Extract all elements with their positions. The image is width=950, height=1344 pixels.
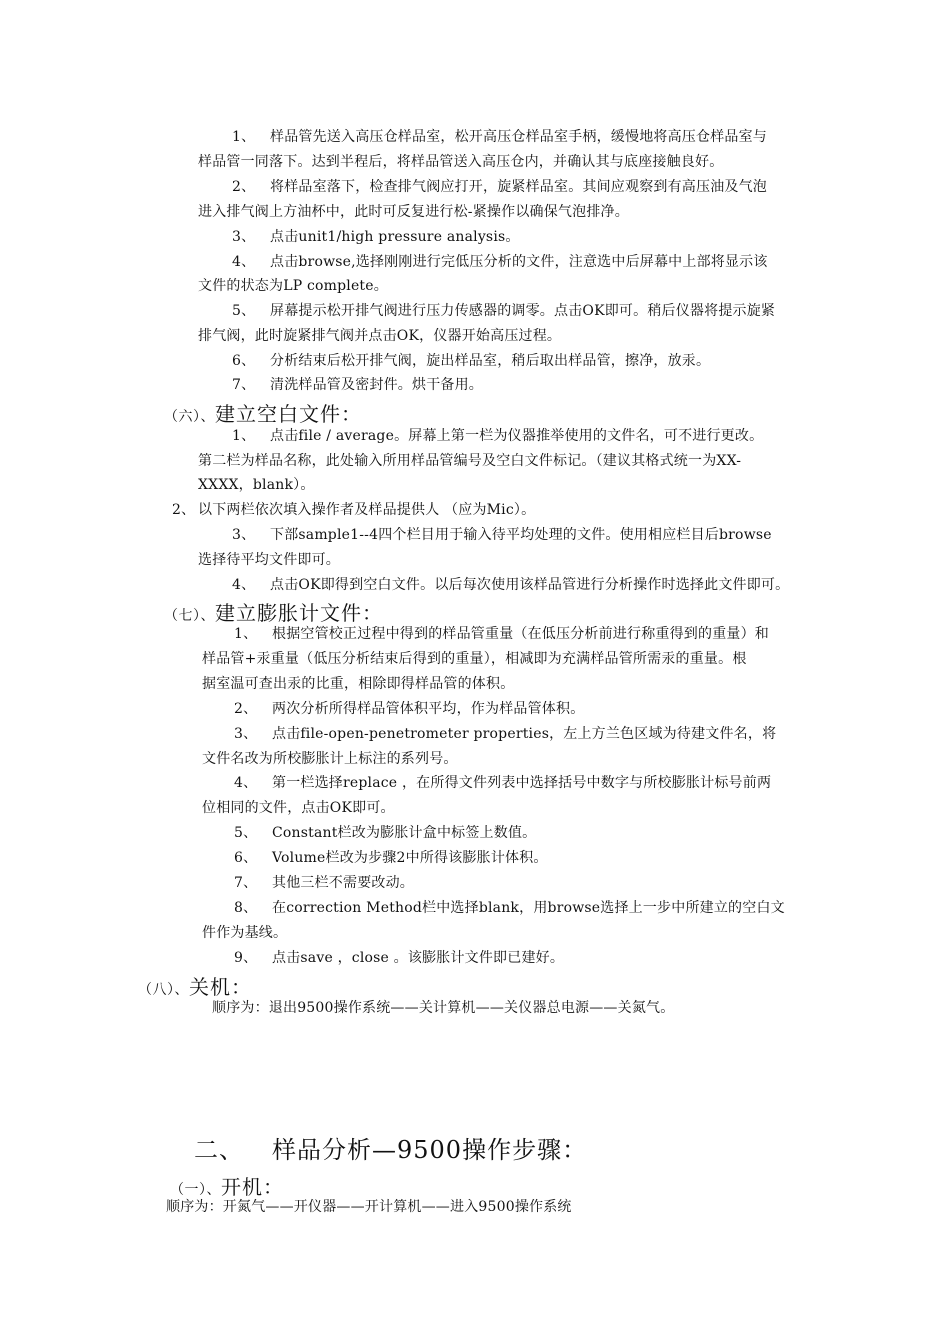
list-item: 1、 根据空管校正过程中得到的样品管重量（在低压分析前进行称重得到的重量）和	[234, 626, 769, 642]
list-item: 8、 在correction Method栏中选择blank，用browse选择上一步中所建立的空白文	[234, 900, 785, 916]
section-heading: （八）、关机：	[138, 975, 252, 999]
section-heading: （七）、建立膨胀计文件：	[164, 601, 383, 625]
list-item: 4、 点击browse,选择刚刚进行完低压分析的文件，注意选中后屏幕中上部将显示该	[232, 254, 768, 270]
list-item: 2、 两次分析所得样品管体积平均，作为样品管体积。	[234, 701, 585, 717]
list-item: 3、 下部sample1--4四个栏目用于输入待平均处理的文件。使用相应栏目后browse	[232, 527, 772, 543]
section-heading: （一）、开机：	[170, 1175, 284, 1199]
list-item: 3、 点击unit1/high pressure analysis。	[232, 229, 520, 245]
list-item: 4、 点击OK即得到空白文件。以后每次使用该样品管进行分析操作时选择此文件即可。	[232, 577, 790, 593]
list-item: 7、 清洗样品管及密封件。烘干备用。	[232, 377, 483, 393]
list-item: 9、 点击save ，close 。该膨胀计文件即已建好。	[234, 950, 565, 966]
list-item: 1、 点击file / average。屏幕上第一栏为仪器推举使用的文件名，可不进行更改。	[232, 428, 764, 444]
list-item: 4、 第一栏选择replace ，在所得文件列表中选择括号中数字与所校膨胀计标号前两	[234, 775, 772, 791]
list-item: 2、 将样品室落下，检查排气阀应打开，旋紧样品室。其间应观察到有高压油及气泡	[232, 179, 767, 195]
part-heading: 二、 样品分析—9500操作步骤：	[194, 1136, 588, 1164]
list-item: 5、 Constant栏改为膨胀计盒中标签上数值。	[234, 825, 537, 841]
list-item: 7、 其他三栏不需要改动。	[234, 875, 414, 891]
list-item-cont: 位相同的文件，点击OK即可。	[202, 800, 395, 816]
list-item-cont: 样品管+汞重量（低压分析结束后得到的重量），相减即为充满样品管所需汞的重量。根	[202, 651, 747, 667]
list-item-cont: 样品管一同落下。达到半程后，将样品管送入高压仓内，并确认其与底座接触良好。	[198, 154, 724, 170]
list-item: 1、 样品管先送入高压仓样品室，松开高压仓样品室手柄，缓慢地将高压仓样品室与	[232, 129, 767, 145]
list-item: 5、 屏幕提示松开排气阀进行压力传感器的调零。点击OK即可。稍后仪器将提示旋紧	[232, 303, 776, 319]
list-item-cont: 文件的状态为LP complete。	[198, 278, 388, 294]
list-item-cont: 文件名改为所校膨胀计上标注的系列号。	[202, 751, 458, 767]
list-item: 6、 分析结束后松开排气阀，旋出样品室，稍后取出样品管，擦净，放汞。	[232, 353, 711, 369]
list-item: 2、 以下两栏依次填入操作者及样品提供人 （应为Mic）。	[172, 502, 536, 518]
list-item-cont: 据室温可查出汞的比重，相除即得样品管的体积。	[202, 676, 515, 692]
paragraph: 顺序为：退出9500操作系统——关计算机——关仪器总电源——关氮气。	[212, 1000, 675, 1016]
list-item-cont: 件作为基线。	[202, 925, 288, 941]
list-item-cont: 选择待平均文件即可。	[198, 552, 340, 568]
list-item-cont: XXXX，blank）。	[198, 477, 315, 493]
paragraph: 顺序为：开氮气——开仪器——开计算机——进入9500操作系统	[166, 1199, 572, 1215]
list-item: 3、 点击file-open-penetrometer properties，左上方兰色区域为待建文件名，将	[234, 726, 777, 742]
list-item-cont: 排气阀，此时旋紧排气阀并点击OK，仪器开始高压过程。	[198, 328, 562, 344]
list-item-cont: 第二栏为样品名称，此处输入所用样品管编号及空白文件标记。（建议其格式统一为XX-	[198, 453, 742, 469]
list-item-cont: 进入排气阀上方油杯中，此时可反复进行松-紧操作以确保气泡排净。	[198, 204, 629, 220]
list-item: 6、 Volume栏改为步骤2中所得该膨胀计体积。	[234, 850, 548, 866]
section-heading: （六）、建立空白文件：	[164, 402, 362, 426]
